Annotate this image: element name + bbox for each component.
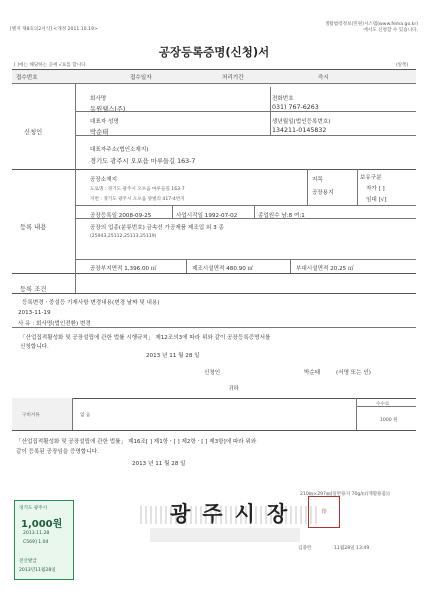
- issuer-name: 광주시장: [170, 502, 300, 526]
- phone-value: 031) 767-6263: [272, 104, 319, 111]
- birth-reg-value: 134211-0145832: [272, 127, 327, 134]
- receipt-number-label: 접수번호: [16, 75, 38, 81]
- certification-date: 2013 년 11 월 28 일: [132, 461, 186, 467]
- certification-text-2: 같이 등록된 공장임을 증명합니다.: [16, 449, 99, 455]
- stamp-electronic-date: 2013년11월28일: [19, 568, 56, 573]
- phone-label: 전화번호: [272, 96, 294, 102]
- stamp-amount: 1,000원: [21, 519, 63, 530]
- documents-value: 없 음: [80, 413, 91, 418]
- industry-codes: (25943,25112,25113,25119): [90, 234, 157, 239]
- ownership-label: 보유구분: [360, 175, 382, 181]
- site-note: 생활법령정보(민원)시스템(www.fema.go.kr) 에서도 신청할 수 있습니다.: [324, 22, 418, 33]
- documents-label: 구비서류: [22, 413, 40, 418]
- change-history-header: 등록변경ㆍ중설등 기재사항 변경내용(변경 날짜 및 내용): [22, 300, 160, 306]
- road-address: 도로명 : 경기도 광주시 오포읍 마루들길 163-7: [90, 187, 185, 192]
- declaration-text-2: 신청합니다.: [20, 344, 49, 350]
- issue-timestamp: 11월28일 13:49: [334, 546, 370, 551]
- stamp-code: C569] 1.04: [23, 540, 49, 545]
- fee-label: 수수료: [376, 402, 390, 407]
- page-side-label: (앞쪽): [396, 63, 409, 68]
- rep-address-label: 대표자주소(법인소재지): [90, 147, 149, 153]
- paper-spec-note: 210㎜×297㎜[일반용지 70g/㎡(재활용품)]: [300, 492, 390, 497]
- industry-title: 공장의 업종(분류번호) 금속선 가공제품 제조업 외 3 종: [90, 225, 224, 231]
- processing-period-label: 처리기간: [222, 75, 244, 81]
- form-reference: [별지 제8호의2서식] <개정 2011.10.19>: [10, 27, 98, 32]
- declaration-text: 「산업집적활성화 및 공장설립에 관한 법률 시행규칙」 제12조의3에 따라 위와 같이 공장등록증명서를: [20, 335, 271, 341]
- representative-label: 대표자 성명: [90, 119, 119, 125]
- birth-reg-label: 생년월일(법인등록번호): [272, 119, 331, 125]
- rep-address-value: 경기도 광주시 오포읍 마루들길 163-7: [90, 158, 196, 165]
- representative-value: 박순태: [90, 129, 109, 136]
- officer-name: 김종완: [298, 546, 312, 551]
- site-area: 공장부지면적 1,396.00 ㎡: [90, 266, 157, 272]
- factory-location-label: 공장소재지: [90, 177, 118, 183]
- blurred-note-band: [150, 528, 300, 542]
- auxiliary-area: 부대시설면적 20.25 ㎡: [296, 266, 354, 272]
- stamp-electronic-label: 전산발급: [19, 559, 37, 564]
- registration-section-label: 등록 내용: [20, 224, 47, 231]
- check-instruction: [ ]에는 해당하는 곳에 √표를 합니다.: [14, 63, 87, 68]
- receipt-date-label: 접수일자: [130, 75, 152, 81]
- ownership-self-checkbox: 자가 [ ]: [366, 186, 385, 192]
- application-date: 2013 년 11 월 28 일: [146, 353, 200, 359]
- lot-address: 지번 : 경기도 광주시 오포읍 양벌리 417-4번지: [90, 197, 185, 202]
- signer-label: 신청인: [204, 370, 221, 376]
- land-category-label: 지목: [312, 177, 323, 183]
- manufacturing-area: 제조시설면적 480.90 ㎡: [192, 266, 254, 272]
- receipt-row: [12, 69, 416, 83]
- fee-value: 1000 원: [380, 418, 398, 423]
- change-date: 2013-11-19: [18, 310, 51, 316]
- company-name-label: 회사명: [90, 96, 107, 102]
- ownership-rent-checkbox: 임대 [√]: [366, 197, 387, 203]
- stamp-issuer: 경기도 광주시: [19, 506, 48, 511]
- change-reason: 사 유 : 회사명(법인전환) 변경: [18, 321, 91, 327]
- land-category-value: 공장용지: [312, 190, 334, 196]
- company-name-value: 동원웰스(주): [90, 106, 126, 113]
- conditions-label: 등록 조건: [20, 286, 47, 293]
- revenue-stamp: [14, 500, 74, 580]
- stamp-date: 2013.11.28: [23, 531, 50, 536]
- business-start-date: 사업시작일 1992-07-02: [176, 213, 238, 219]
- signer-name: 박순태: [304, 370, 321, 376]
- recipient-label: 귀하: [228, 386, 239, 392]
- employee-count: 종업원수 남:8 여:1: [258, 213, 305, 219]
- applicant-section-label: 신청인: [24, 129, 43, 136]
- certification-text: 「산업집적활성화 및 공장설립에 관한 법률」 제16조[ ] 제1항ㆍ[ ] 제2항ㆍ[ ] 제3항]에 따라 위와: [16, 439, 257, 445]
- signature-hint: (서명 또는 인): [336, 370, 371, 376]
- processing-period-value: 즉시: [318, 75, 329, 81]
- official-seal: 印: [308, 496, 340, 528]
- page-title: 공장등록증명(신청)서: [158, 45, 270, 59]
- registration-date: 공장등록일 2008-09-25: [90, 213, 152, 219]
